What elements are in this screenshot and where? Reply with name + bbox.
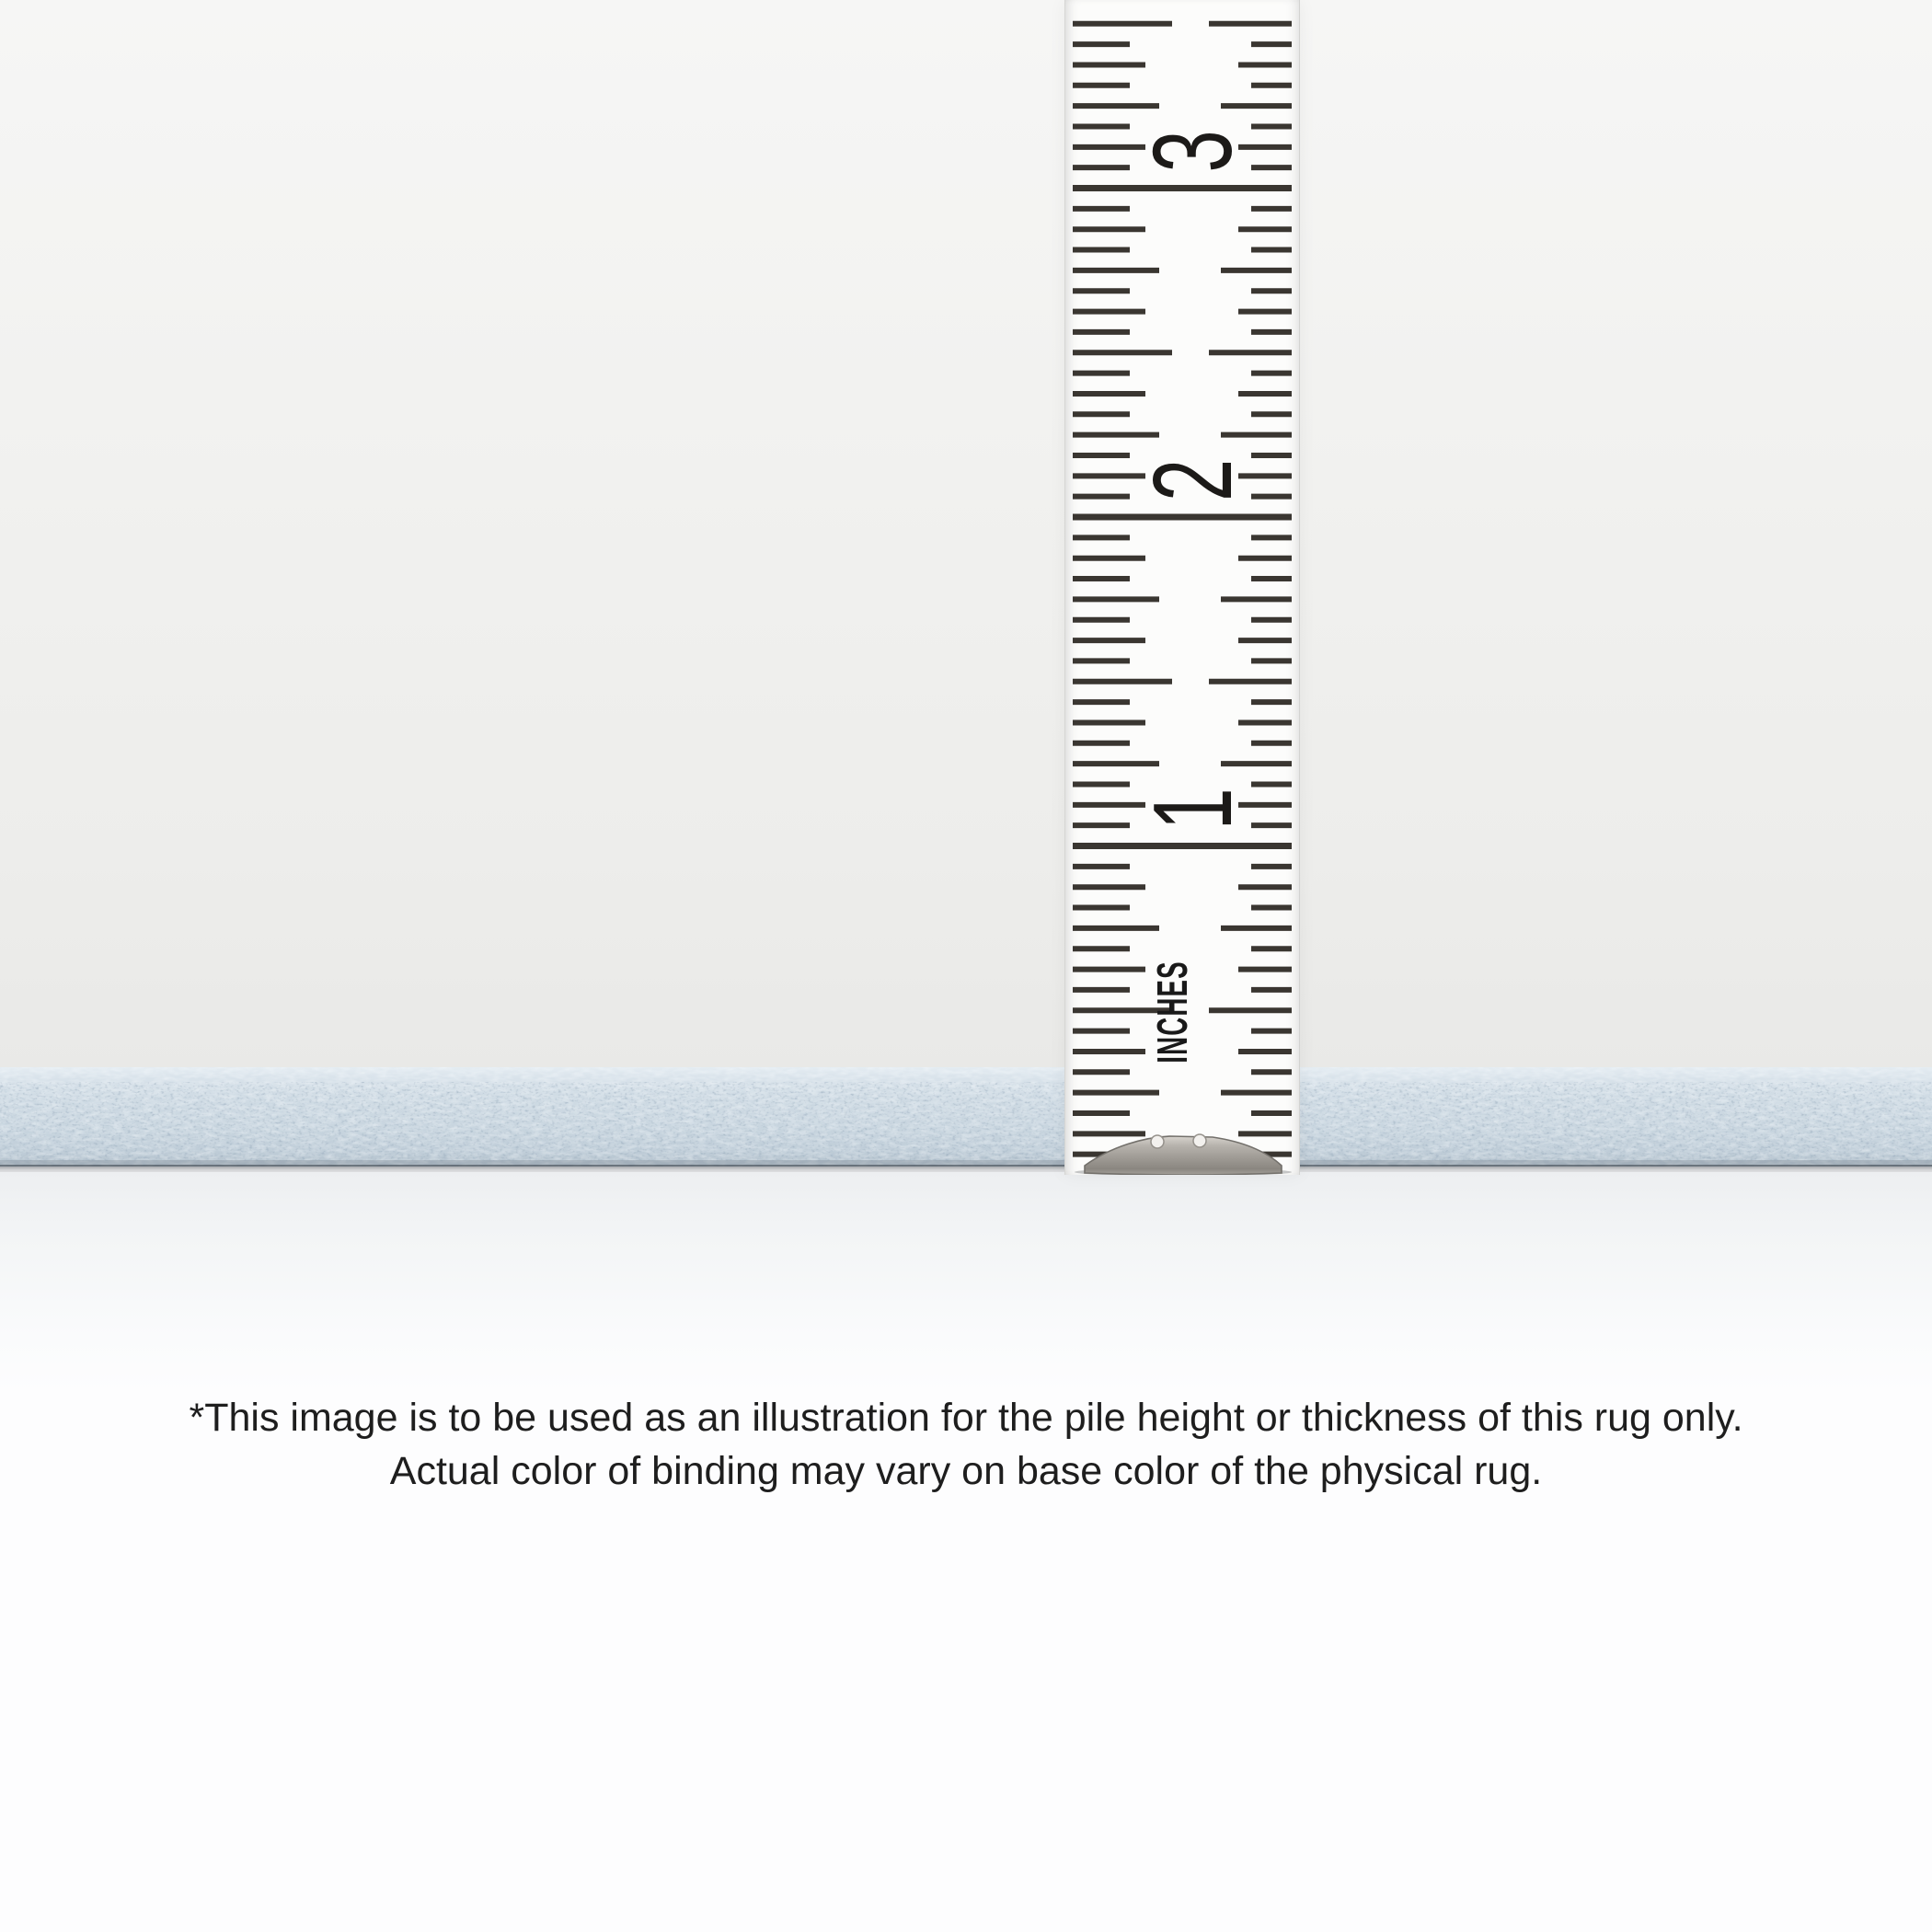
end-cap-rivet-icon: [1193, 1134, 1206, 1147]
ruler-svg: [1065, 0, 1299, 1175]
rug-fiber-highlights: [0, 1067, 1932, 1167]
ruler-unit-label: INCHES: [1149, 960, 1197, 1064]
disclaimer-caption: [0, 1391, 1932, 1498]
rug-pile-edge: [0, 1067, 1932, 1167]
floor-surface: [0, 1172, 1932, 1393]
caption-line-2: Actual color of binding may vary on base color of the physical rug.: [389, 1449, 1543, 1493]
ruler-inch-number: 3: [1131, 130, 1256, 173]
metal-end-cap-icon: [1085, 1136, 1282, 1175]
end-cap-rivet-icon: [1151, 1135, 1164, 1148]
caption-line-1: *This image is to be used as an illustration for the pile height or thickness of this rug only.: [189, 1396, 1743, 1440]
ruler-inch-numbers: [1131, 130, 1256, 830]
ruler-inch-number: 2: [1131, 458, 1256, 502]
rug-texture-svg: [0, 1067, 1932, 1167]
tape-measure-ruler: [1064, 0, 1300, 1175]
ruler-inch-number: 1: [1131, 788, 1256, 831]
